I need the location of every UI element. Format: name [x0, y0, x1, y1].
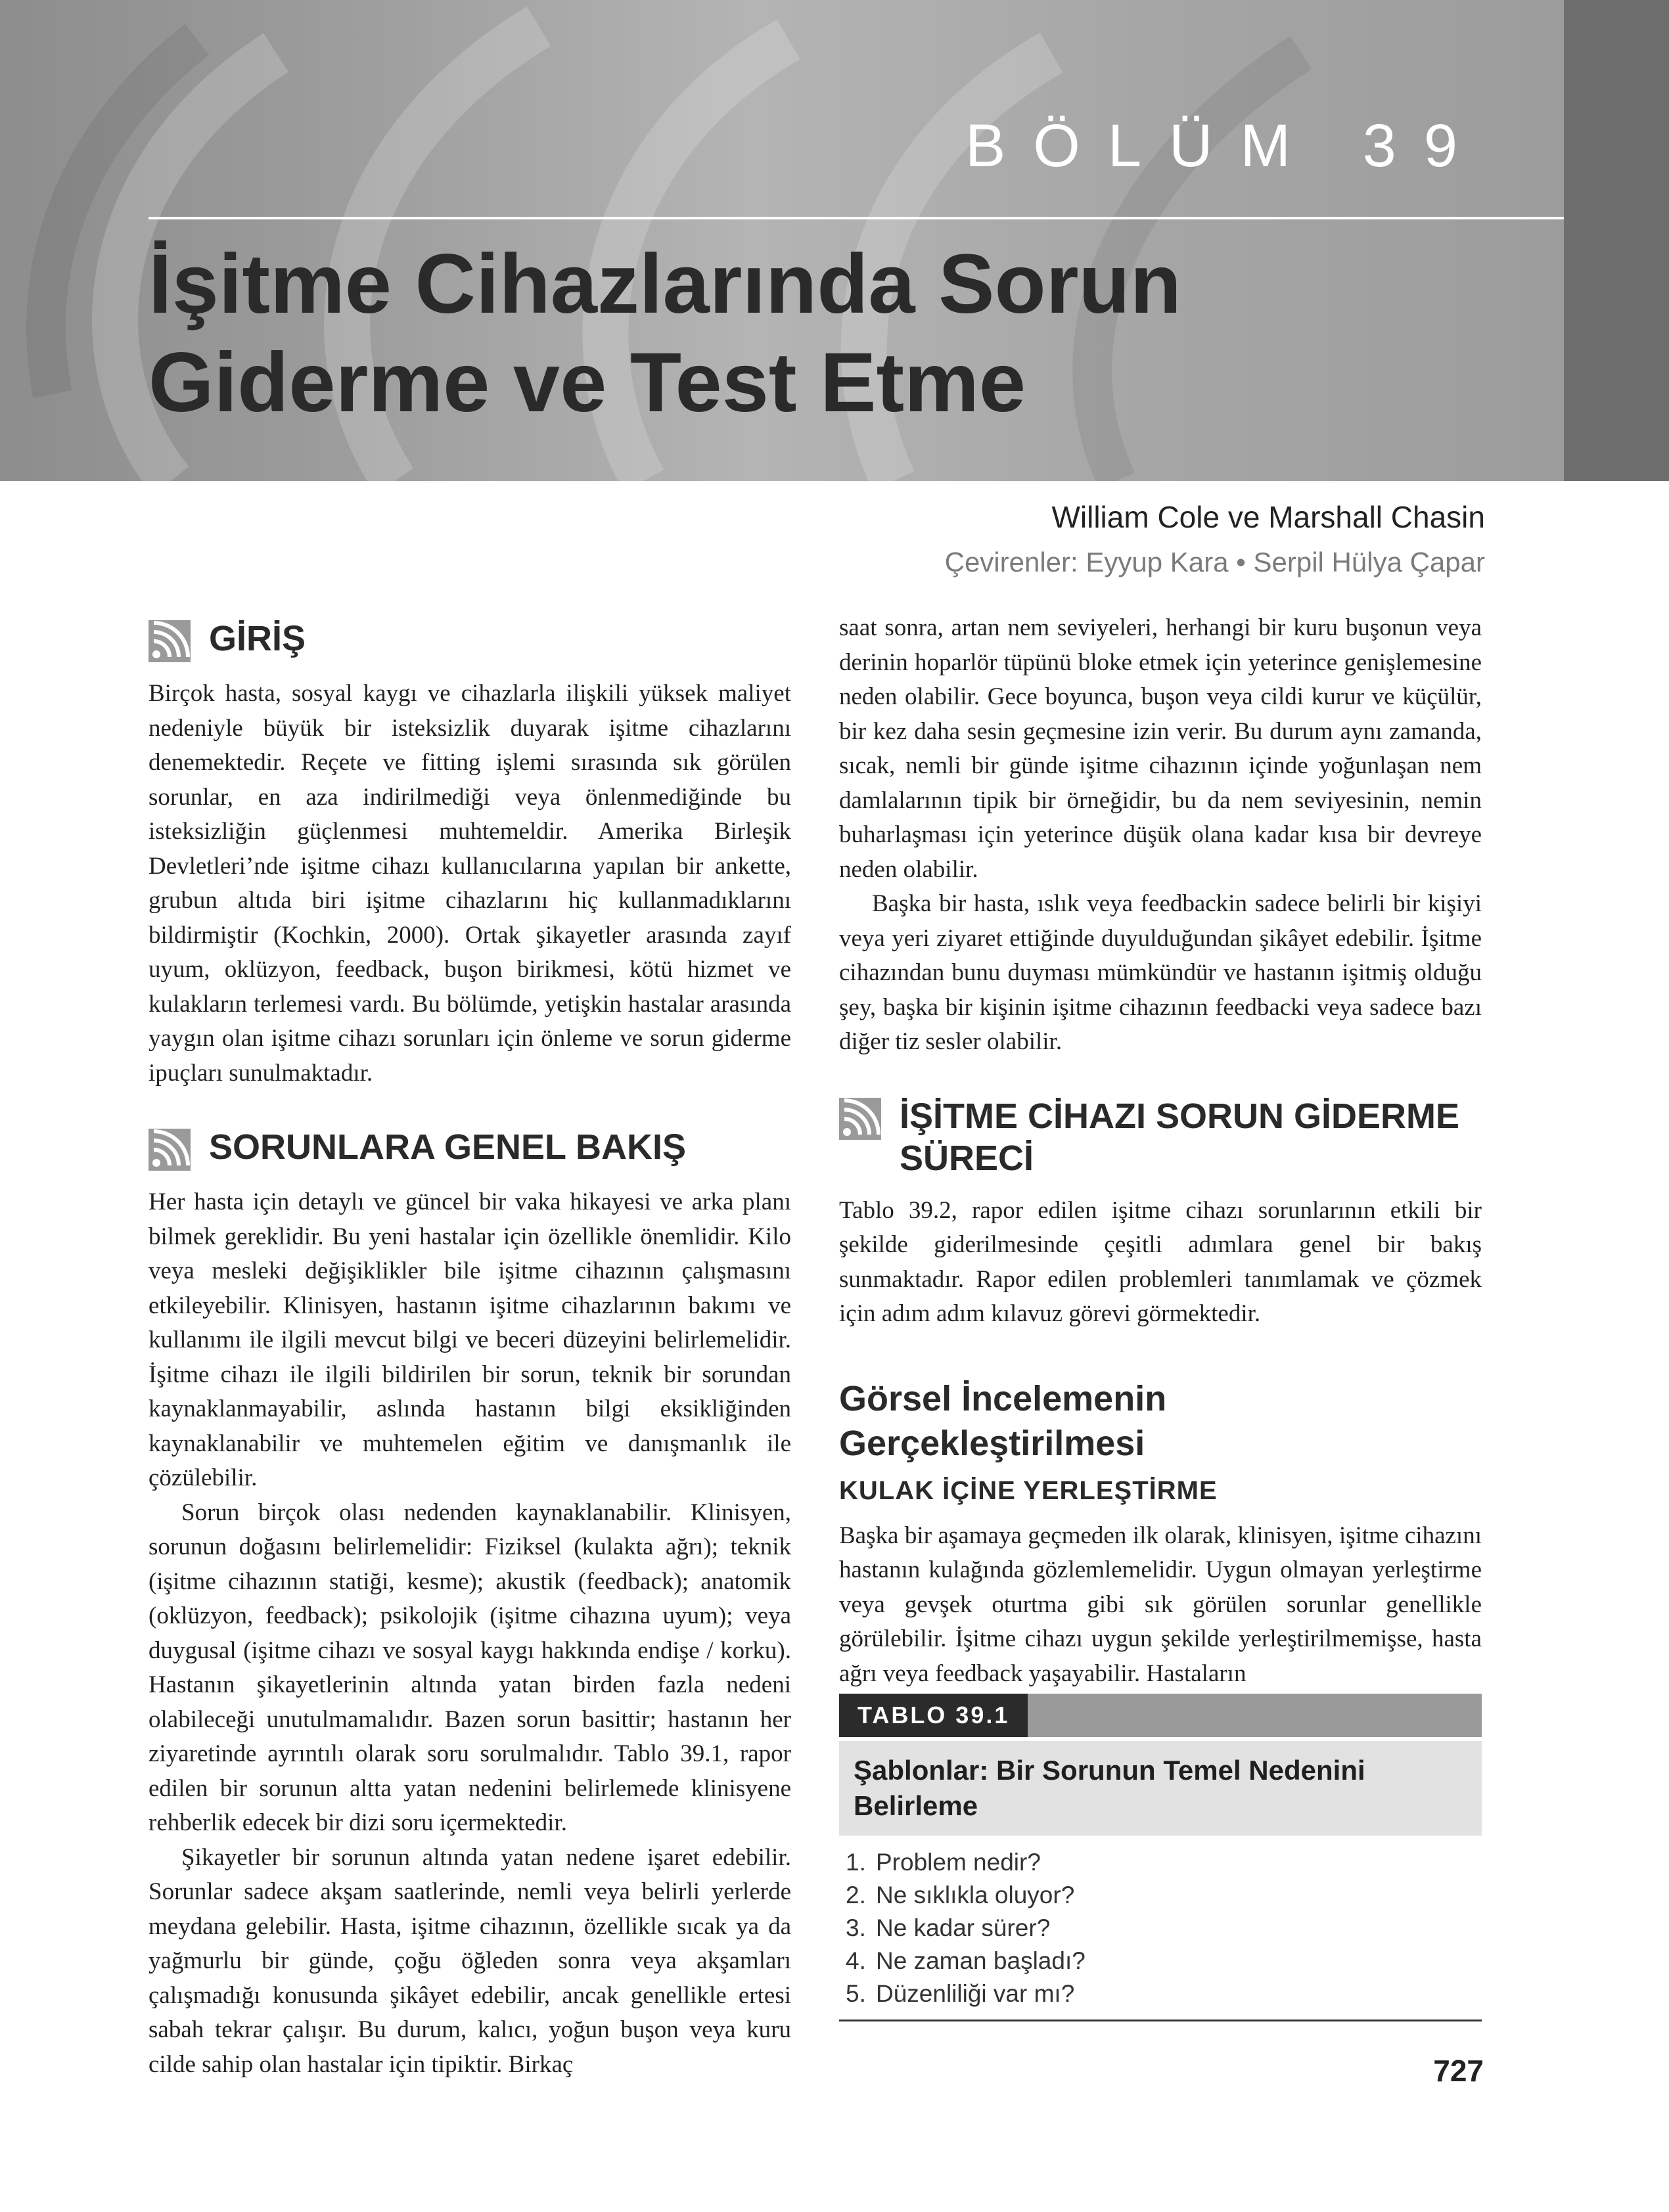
chapter-label: BÖLÜM 39	[965, 112, 1485, 179]
list-item: 2. Ne sıklıkla oluyor?	[846, 1882, 1075, 1908]
audio-waves-icon	[839, 1098, 881, 1140]
table-39-1	[839, 1694, 1482, 2021]
audio-waves-icon	[149, 620, 191, 662]
page-number: 727	[1433, 2054, 1484, 2088]
header-divider	[149, 217, 1564, 219]
section-title: GİRİŞ	[209, 619, 306, 658]
paragraph: Her hasta için detaylı ve güncel bir vaka hikayesi ve arka planı bilmek gereklidir. Bu yeni hastalar için özellikle önemlidir. Kilo veya mesleki değişiklikler bile işitme cihazının çalışmasını etkileyebilir. Klinisyen, hastanın işitme cihazlarının bakımı ve kullanımı ile ilgili mevcut bilgi ve beceri düzeyini belirlemelidir. İşitme cihazı ile ilgili bildirilen bir sorun, teknik bir sorundan kaynaklanmayabilir, aslında hastanın bilgi eksikliğinden kaynaklanabilir ve muhtemelen eğitim ve danışmanlık ile çözülebilir.	[149, 1188, 791, 1491]
section-heading-sorun-giderme	[839, 1095, 1482, 1179]
chapter-header	[0, 0, 1669, 481]
list-item: 5. Düzenliliği var mı?	[846, 1980, 1075, 2007]
section-title: İŞİTME CİHAZI SORUN GİDERME SÜRECİ	[900, 1096, 1460, 1178]
section-heading-giris	[149, 618, 791, 662]
translators: Çevirenler: Eyyup Kara • Serpil Hülya Çapar	[944, 547, 1485, 577]
header-side-strip	[1564, 0, 1669, 481]
paragraph: Şikayetler bir sorunun altında yatan nedene işaret edebilir. Sorunlar sadece akşam saatlerinde, nemli veya belirli yerlerde meydana gelebilir. Hasta, işitme cihazının, özellikle sıcak ya da yağmurlu bir günde, çoğu öğleden sonra veya akşamları çalışmadığı konusunda şikâyet edebilir, ancak genellikle ertesi sabah tekrar çalışır. Bu durum, kalıcı, yoğun buşon veya kuru cilde sahip olan hastalar için tipiktir. Birkaç	[149, 1843, 791, 2078]
paragraph: Sorun birçok olası nedenden kaynaklanabilir. Klinisyen, sorunun doğasını belirlemelidir: Fiziksel (kulakta ağrı); teknik (işitme cihazının statiği, kesme); akustik (feedback); anatomik (oklüzyon, feedback); psikolojik (işitme cihazına uyum); veya duygusal (işitme cihazı ve sosyal kaygı hakkında endişe / korku). Hastanın şikayetlerinin altında yatan birden fazla nedeni olabileceği unutulmamalıdır. Bazen sorun basittir; hastanın her ziyaretinde ayrıntılı olarak soru sorulmalıdır. Tablo 39.1, rapor edilen bir sorunun altta yatan nedenini belirlemede klinisyene rehberlik edecek bir dizi soru içermektedir.	[149, 1499, 791, 1836]
list-item: 4. Ne zaman başladı?	[846, 1947, 1086, 1974]
list-item: 1. Problem nedir?	[846, 1849, 1041, 1876]
table-title: Şablonlar: Bir Sorunun Temel Nedenini Belirleme	[839, 1741, 1482, 1836]
subsection-title: Görsel İncelemenin Gerçekleştirilmesi	[839, 1378, 1167, 1463]
right-column	[839, 611, 1482, 1691]
subsubsection-title: KULAK İÇİNE YERLEŞTİRME	[839, 1476, 1218, 1505]
left-column	[149, 618, 791, 2082]
table-list	[839, 1836, 1482, 2021]
chapter-title-line-2: Giderme ve Test Etme	[149, 336, 1026, 430]
section-title: SORUNLARA GENEL BAKIŞ	[209, 1127, 687, 1167]
authors: William Cole ve Marshall Chasin	[1051, 500, 1485, 534]
section-heading-genel-bakis	[149, 1126, 791, 1171]
paragraph: saat sonra, artan nem seviyeleri, herhangi bir kuru buşonun veya derinin hoparlör tüpünü bloke etmek için yeterince genişlemesine neden olabilir. Gece boyunca, buşon veya cildi kurur ve küçülür, bir kez daha sesin geçmesine izin verir. Bu durum aynı zamanda, sıcak, nemli bir günde işitme cihazının içinde yoğunlaşan nem damlalarının tipik bir örneğidir, bu da nem seviyesinin, nemin buharlaşması için yeterince düşük olana kadar kısa bir devreye neden olabilir.	[839, 614, 1482, 883]
paragraph: Başka bir aşamaya geçmeden ilk olarak, klinisyen, işitme cihazını hastanın kulağında gözlemlemelidir. Uygun olmayan yerleştirme veya gevşek oturtma gibi sık görülen sorunlar genellikle görülebilir. İşitme cihazı uygun şekilde yerleştirilmemişse, hasta ağrı veya feedback yaşayabilir. Hastaların	[839, 1522, 1482, 1687]
chapter-title	[149, 235, 1397, 432]
table-tag: TABLO 39.1	[839, 1694, 1028, 1737]
list-item: 3. Ne kadar sürer?	[846, 1914, 1051, 1941]
chapter-title-line-1: İşitme Cihazlarında Sorun	[149, 237, 1181, 331]
audio-waves-icon	[149, 1129, 191, 1171]
paragraph: Tablo 39.2, rapor edilen işitme cihazı sorunlarının etkili bir şekilde giderilmesinde çeşitli adımlara genel bir bakış sunmaktadır. Rapor edilen problemleri tanımlamak ve çözmek için adım adım kılavuz görevi görmektedir.	[839, 1196, 1482, 1327]
table-tag-bar	[839, 1694, 1482, 1737]
paragraph: Başka bir hasta, ıslık veya feedbackin sadece belirli bir kişiyi veya yeri ziyaret ettiğinde duyulduğundan şikâyet edebilir. İşitme cihazından bunu duyması mümkündür ve hastanın işitmiş olduğu şey, başka bir kişinin işitme cihazının feedbacki veya sadece bazı diğer tiz sesler olabilir.	[839, 890, 1482, 1055]
paragraph: Birçok hasta, sosyal kaygı ve cihazlarla ilişkili yüksek maliyet nedeniyle büyük bir isteksizlik duyarak işitme cihazlarını denemektedir. Reçete ve fitting işlemi sırasında sık görülen sorunlar, en aza indirilmediği veya önlenmediğinde bu isteksizliğin güçlenmesi muhtemeldir. Amerika Birleşik Devletleri’nde işitme cihazı kullanıcılarına yapılan bir ankette, grubun altıda biri işitme cihazlarını hiç kullanmadıklarını bildirmiştir (Kochkin, 2000). Ortak şikayetler arasında zayıf uyum, oklüzyon, feedback, buşon birikmesi, kötü hizmet ve kulakların terlemesi vardı. Bu bölümde, yetişkin hastalar arasında yaygın olan işitme cihazı sorunları için önleme ve sorun giderme ipuçları sunulmaktadır.	[149, 680, 791, 1087]
